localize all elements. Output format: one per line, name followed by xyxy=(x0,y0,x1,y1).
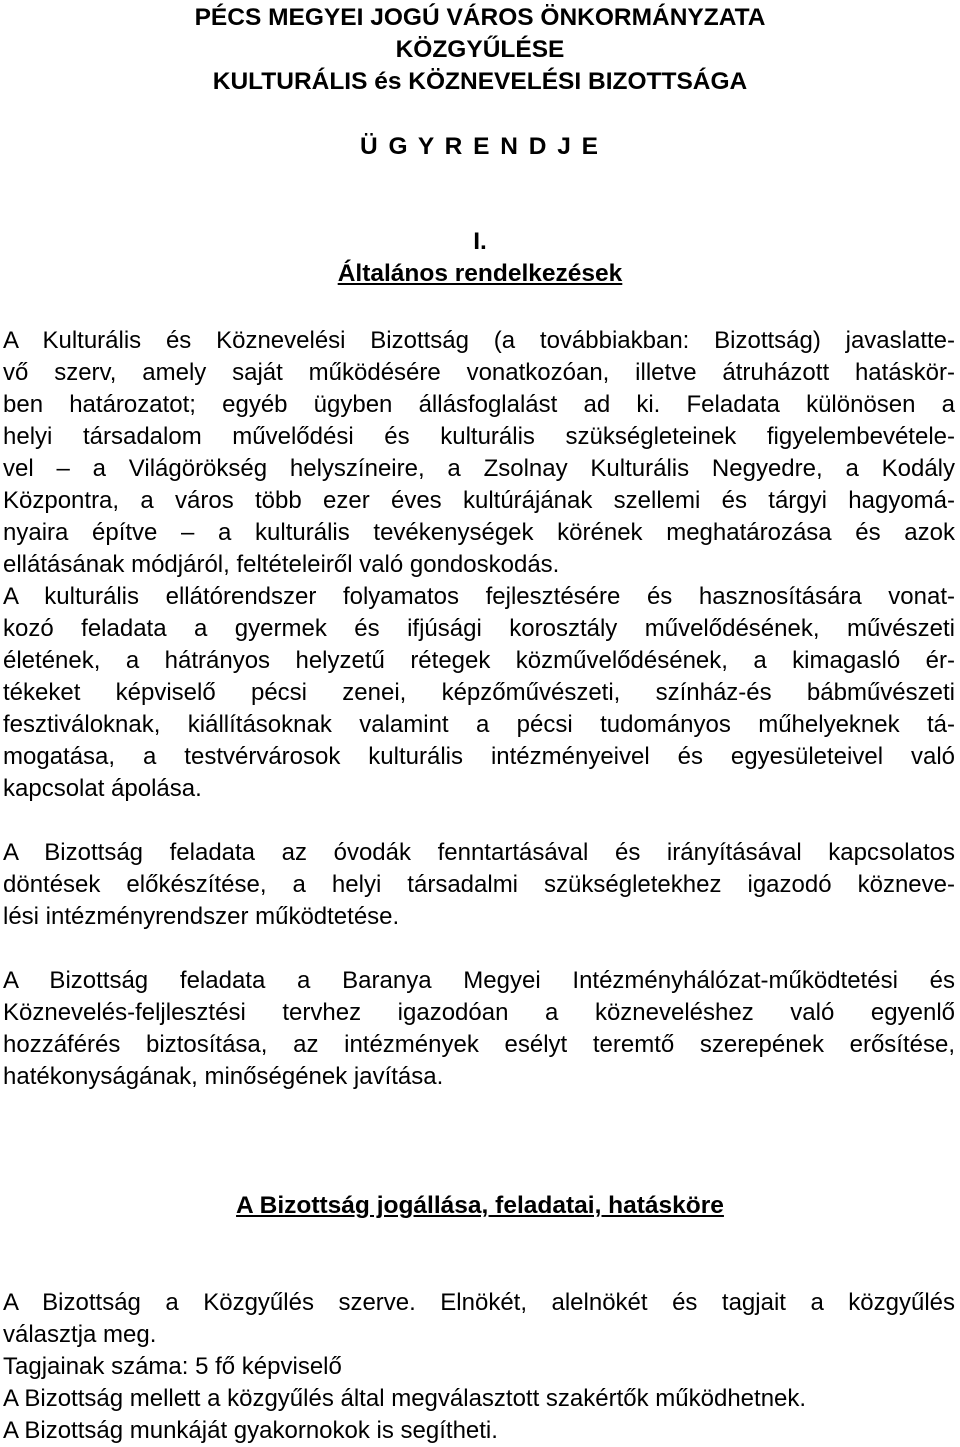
paragraph-line: vő szerv, amely saját működésére vonatkozóan, illetve átruházott hatáskör- xyxy=(3,359,955,386)
paragraph-line: életének, a hátrányos helyzetű rétegek közművelődésének, a kimagasló ér- xyxy=(3,647,955,674)
paragraph-line: nyaira építve – a kulturális tevékenységek körének meghatározása és azok xyxy=(3,519,955,546)
paragraph-line: kapcsolat ápolása. xyxy=(3,775,202,802)
paragraph-line: A Bizottság a Közgyűlés szerve. Elnökét, alelnökét és tagjait a közgyűlés xyxy=(3,1289,955,1316)
paragraph-line: A Bizottság feladata a Baranya Megyei Intézményhálózat-működtetési és xyxy=(3,967,955,994)
paragraph-line: kozó feladata a gyermek és ifjúsági korosztály művelődésének, művészeti xyxy=(3,615,955,642)
members-count-line: Tagjainak száma: 5 fő képviselő xyxy=(3,1353,342,1380)
paragraph-line: ellátásának módjáról, feltételeiről való gondoskodás. xyxy=(3,551,560,578)
paragraph-line: Központra, a város több ezer éves kultúrájának szellemi és tárgyi hagyomá- xyxy=(3,487,955,514)
paragraph-line: hatékonyságának, minőségének javítása. xyxy=(3,1063,444,1090)
paragraph-line: döntések előkészítése, a helyi társadalmi szükségletekhez igazodó közneve- xyxy=(3,871,955,898)
section-title: Általános rendelkezések xyxy=(337,260,623,287)
paragraph-5 xyxy=(3,1287,955,1447)
header-line-2: KÖZGYŰLÉSE xyxy=(395,36,565,63)
header-line-1: PÉCS MEGYEI JOGÚ VÁROS ÖNKORMÁNYZATA xyxy=(194,4,766,31)
paragraph-line: helyi társadalom művelődési és kulturális szükségleteinek figyelembevétele- xyxy=(3,423,955,450)
document-title: Ü G Y R E N D J E xyxy=(359,133,601,160)
section-subheading: A Bizottság jogállása, feladatai, hatásköre xyxy=(236,1192,724,1219)
paragraph-line: A Bizottság feladata az óvodák fenntartásával és irányításával kapcsolatos xyxy=(3,839,955,866)
header-line-3: KULTURÁLIS és KÖZNEVELÉSI BIZOTTSÁGA xyxy=(212,68,748,95)
paragraph-line: mogatása, a testvérvárosok kulturális intézményeivel és egyesületeivel való xyxy=(3,743,955,770)
section-number: I. xyxy=(473,228,487,255)
interns-line: A Bizottság munkáját gyakornokok is segítheti. xyxy=(3,1417,498,1444)
paragraph-line: Köznevelés-feljlesztési tervhez igazodóan a közneveléshez való egyenlő xyxy=(3,999,955,1026)
paragraph-line: fesztiváloknak, kiállításoknak valamint a pécsi tudományos műhelyeknek tá- xyxy=(3,711,955,738)
experts-line: A Bizottság mellett a közgyűlés által megválasztott szakértők működhetnek. xyxy=(3,1385,807,1412)
paragraph-2 xyxy=(3,581,955,805)
document-header xyxy=(0,2,960,98)
paragraph-line: hozzáférés biztosítása, az intézmények esélyt teremtő szerepének erősítése, xyxy=(3,1031,955,1058)
paragraph-line: választja meg. xyxy=(3,1321,157,1348)
paragraph-line: tékeket képviselő pécsi zenei, képzőművészeti, színház-és bábművészeti xyxy=(3,679,955,706)
paragraph-line: lési intézményrendszer működtetése. xyxy=(3,903,400,930)
paragraph-3 xyxy=(3,837,955,933)
paragraph-line: vel – a Világörökség helyszíneire, a Zsolnay Kulturális Negyedre, a Kodály xyxy=(3,455,955,482)
paragraph-4 xyxy=(3,965,955,1093)
paragraph-line: ben határozatot; egyéb ügyben állásfoglalást ad ki. Feladata különösen a xyxy=(3,391,955,418)
paragraph-1 xyxy=(3,325,955,581)
paragraph-line: A kulturális ellátórendszer folyamatos fejlesztésére és hasznosítására vonat- xyxy=(3,583,955,610)
paragraph-line: A Kulturális és Köznevelési Bizottság (a továbbiakban: Bizottság) javaslatte- xyxy=(3,327,955,354)
